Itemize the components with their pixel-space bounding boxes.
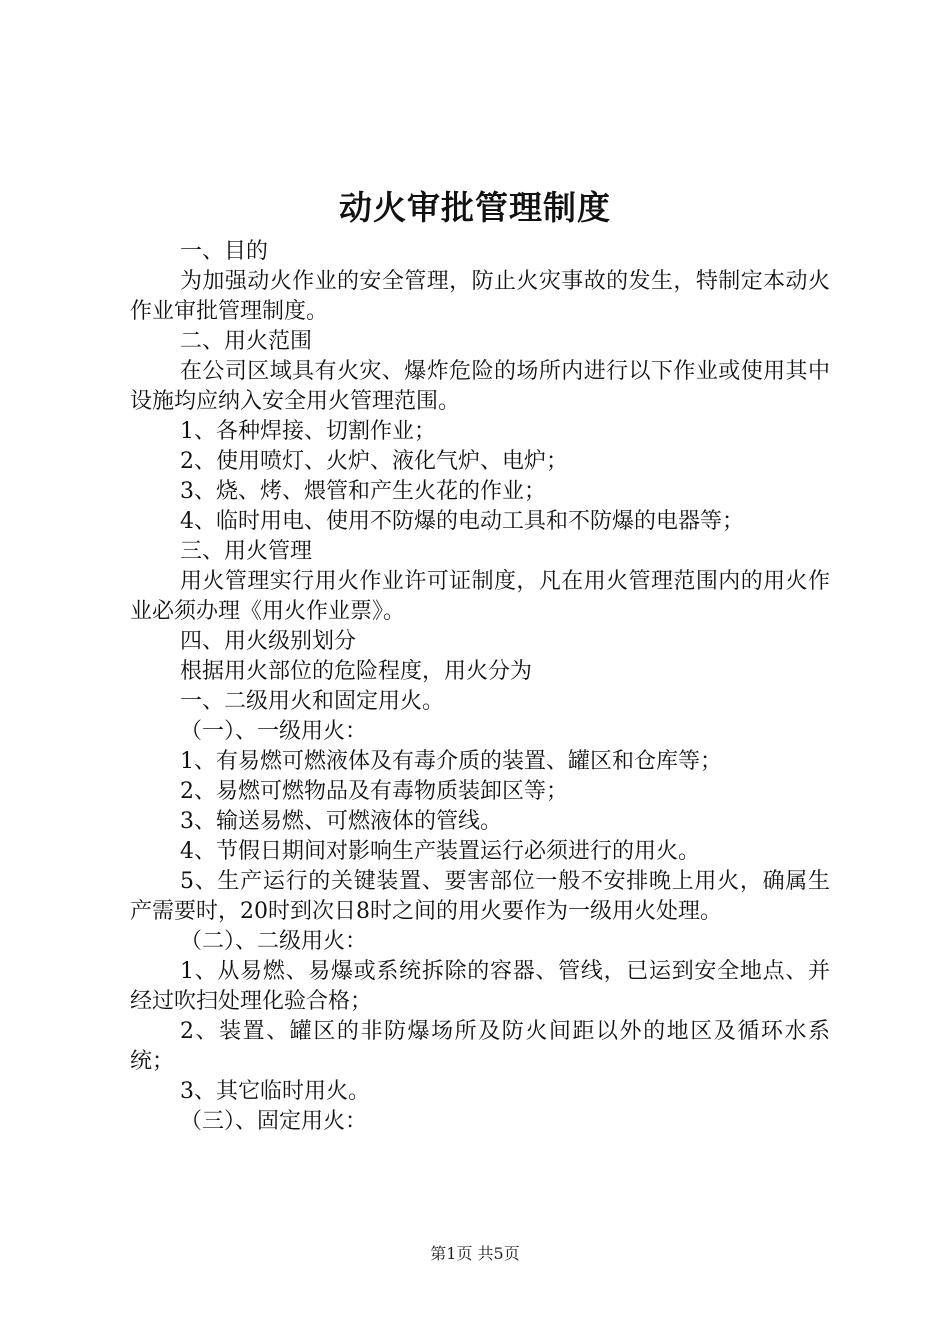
section-heading: 三、用火管理: [180, 539, 313, 564]
subsection-heading: （一）、一级用火：: [180, 719, 368, 744]
paragraph: 一、二级用火和固定用火。: [180, 689, 445, 714]
list-item: 3、其它临时用火。: [180, 1079, 370, 1104]
paragraph: 用火管理实行用火作业许可证制度，凡在用火管理范围内的用火作业必须办理《用火作业票》。: [130, 569, 830, 624]
list-item: 4、临时用电、使用不防爆的电动工具和不防爆的电器等；: [180, 509, 744, 534]
list-item: 1、从易燃、易爆或系统拆除的容器、管线，已运到安全地点、并经过吹扫处理化验合格；: [130, 959, 830, 1014]
list-item: 4、节假日期间对影响生产装置运行必须进行的用火。: [180, 839, 700, 864]
paragraph: 根据用火部位的危险程度，用火分为: [180, 659, 533, 684]
document-title: 动火审批管理制度: [339, 188, 611, 227]
subsection-heading: （三）、固定用火：: [180, 1109, 368, 1134]
list-item: 3、烧、烤、煨管和产生火花的作业；: [180, 479, 546, 504]
list-item: 3、输送易燃、可燃液体的管线。: [180, 809, 502, 834]
list-item: 1、有易燃可燃液体及有毒介质的装置、罐区和仓库等；: [180, 749, 722, 774]
document-body: [130, 237, 830, 1137]
paragraph: 为加强动火作业的安全管理，防止火灾事故的发生，特制定本动火作业审批管理制度。: [130, 269, 830, 324]
section-heading: 四、用火级别划分: [180, 629, 357, 654]
subsection-heading: （二）、二级用火：: [180, 929, 368, 954]
list-item: 2、装置、罐区的非防爆场所及防火间距以外的地区及循环水系统；: [130, 1019, 830, 1074]
section-heading: 一、目的: [180, 239, 269, 264]
list-item: 2、易燃可燃物品及有毒物质装卸区等；: [180, 779, 568, 804]
list-item: 5、生产运行的关键装置、要害部位一般不安排晚上用火，确属生产需要时，20时到次日8时之间的用火要作为一级用火处理。: [130, 869, 830, 924]
section-heading: 二、用火范围: [180, 329, 313, 354]
list-item: 2、使用喷灯、火炉、液化气炉、电炉；: [180, 449, 568, 474]
page-footer: 第1页 共5页: [430, 1244, 520, 1263]
list-item: 1、各种焊接、切割作业；: [180, 419, 436, 444]
paragraph: 在公司区域具有火灾、爆炸危险的场所内进行以下作业或使用其中设施均应纳入安全用火管理范围。: [130, 359, 830, 414]
